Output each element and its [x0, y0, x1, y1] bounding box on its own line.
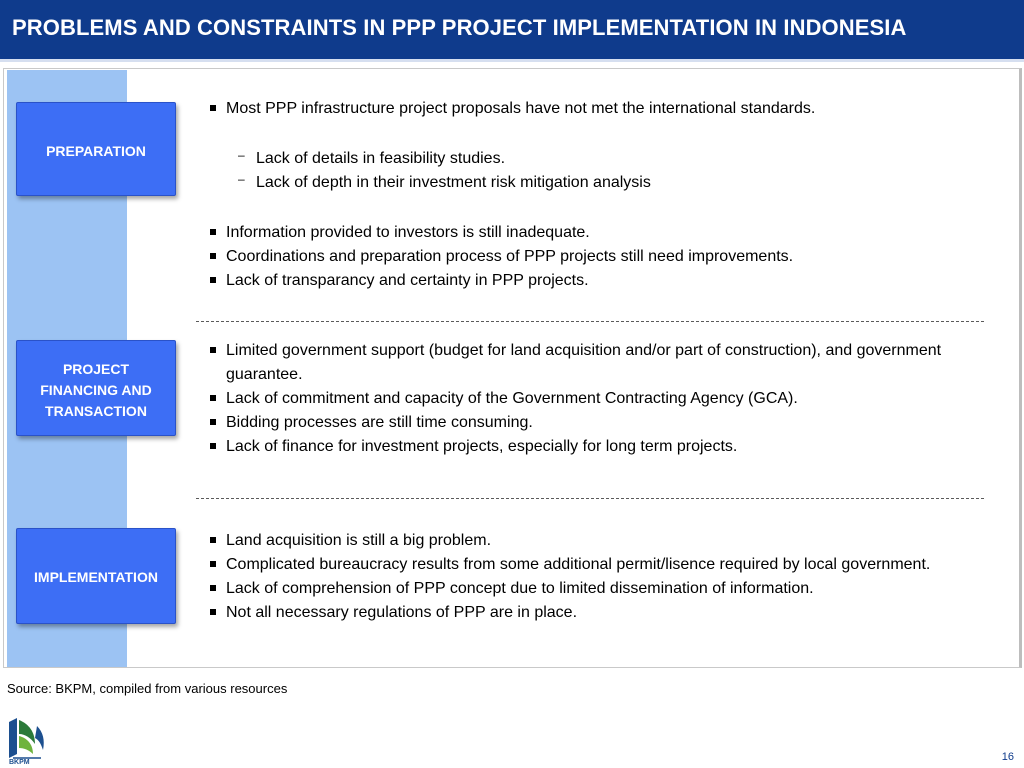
list-item: Lack of transparancy and certainty in PPP projects.	[208, 269, 998, 293]
implementation-list	[208, 529, 998, 625]
source-note: Source: BKPM, compiled from various resources	[7, 681, 288, 696]
square-bullet-icon	[210, 395, 216, 401]
list-item: Complicated bureaucracy results from some additional permit/lisence required by local government.	[208, 553, 998, 577]
financing-list	[208, 339, 998, 459]
square-bullet-icon	[210, 229, 216, 235]
square-bullet-icon	[210, 443, 216, 449]
category-label: PROJECT	[62, 361, 130, 377]
title-bar	[0, 0, 1024, 62]
list-item: Lack of comprehension of PPP concept due to limited dissemination of information.	[208, 577, 998, 601]
category-project-financing	[16, 340, 176, 436]
square-bullet-icon	[210, 277, 216, 283]
list-item: Not all necessary regulations of PPP are in place.	[208, 601, 998, 625]
list-item: Land acquisition is still a big problem.	[208, 529, 998, 553]
category-label: TRANSACTION	[45, 403, 147, 419]
section-divider	[196, 498, 984, 499]
dash-bullet-icon: –	[238, 172, 245, 186]
list-item: Most PPP infrastructure project proposals have not met the international standards.	[208, 97, 998, 121]
list-item: Lack of commitment and capacity of the Government Contracting Agency (GCA).	[208, 387, 998, 411]
preparation-list	[208, 97, 998, 293]
list-item: Limited government support (budget for land acquisition and/or part of construction), and government guarantee.	[208, 339, 998, 387]
square-bullet-icon	[210, 537, 216, 543]
list-item: Bidding processes are still time consuming.	[208, 411, 998, 435]
logo-text: BKPM	[9, 759, 30, 766]
category-preparation	[16, 102, 176, 196]
square-bullet-icon	[210, 105, 216, 111]
page-title: PROBLEMS AND CONSTRAINTS IN PPP PROJECT IMPLEMENTATION IN INDONESIA	[12, 15, 907, 40]
square-bullet-icon	[210, 347, 216, 353]
category-implementation	[16, 528, 176, 624]
dash-bullet-icon: –	[238, 148, 245, 162]
list-item: Lack of finance for investment projects, especially for long term projects.	[208, 435, 998, 459]
list-item: Coordinations and preparation process of PPP projects still need improvements.	[208, 245, 998, 269]
sub-list-item: – Lack of details in feasibility studies.	[208, 147, 998, 171]
category-label: FINANCING AND	[40, 382, 152, 398]
square-bullet-icon	[210, 561, 216, 567]
square-bullet-icon	[210, 585, 216, 591]
sub-list-item: – Lack of depth in their investment risk mitigation analysis	[208, 171, 998, 195]
category-label: PREPARATION	[46, 143, 146, 159]
section-divider	[196, 321, 984, 322]
list-item: Information provided to investors is still inadequate.	[208, 221, 998, 245]
page-number: 16	[1001, 751, 1014, 763]
square-bullet-icon	[210, 609, 216, 615]
square-bullet-icon	[210, 419, 216, 425]
category-label: IMPLEMENTATION	[34, 569, 158, 585]
square-bullet-icon	[210, 253, 216, 259]
